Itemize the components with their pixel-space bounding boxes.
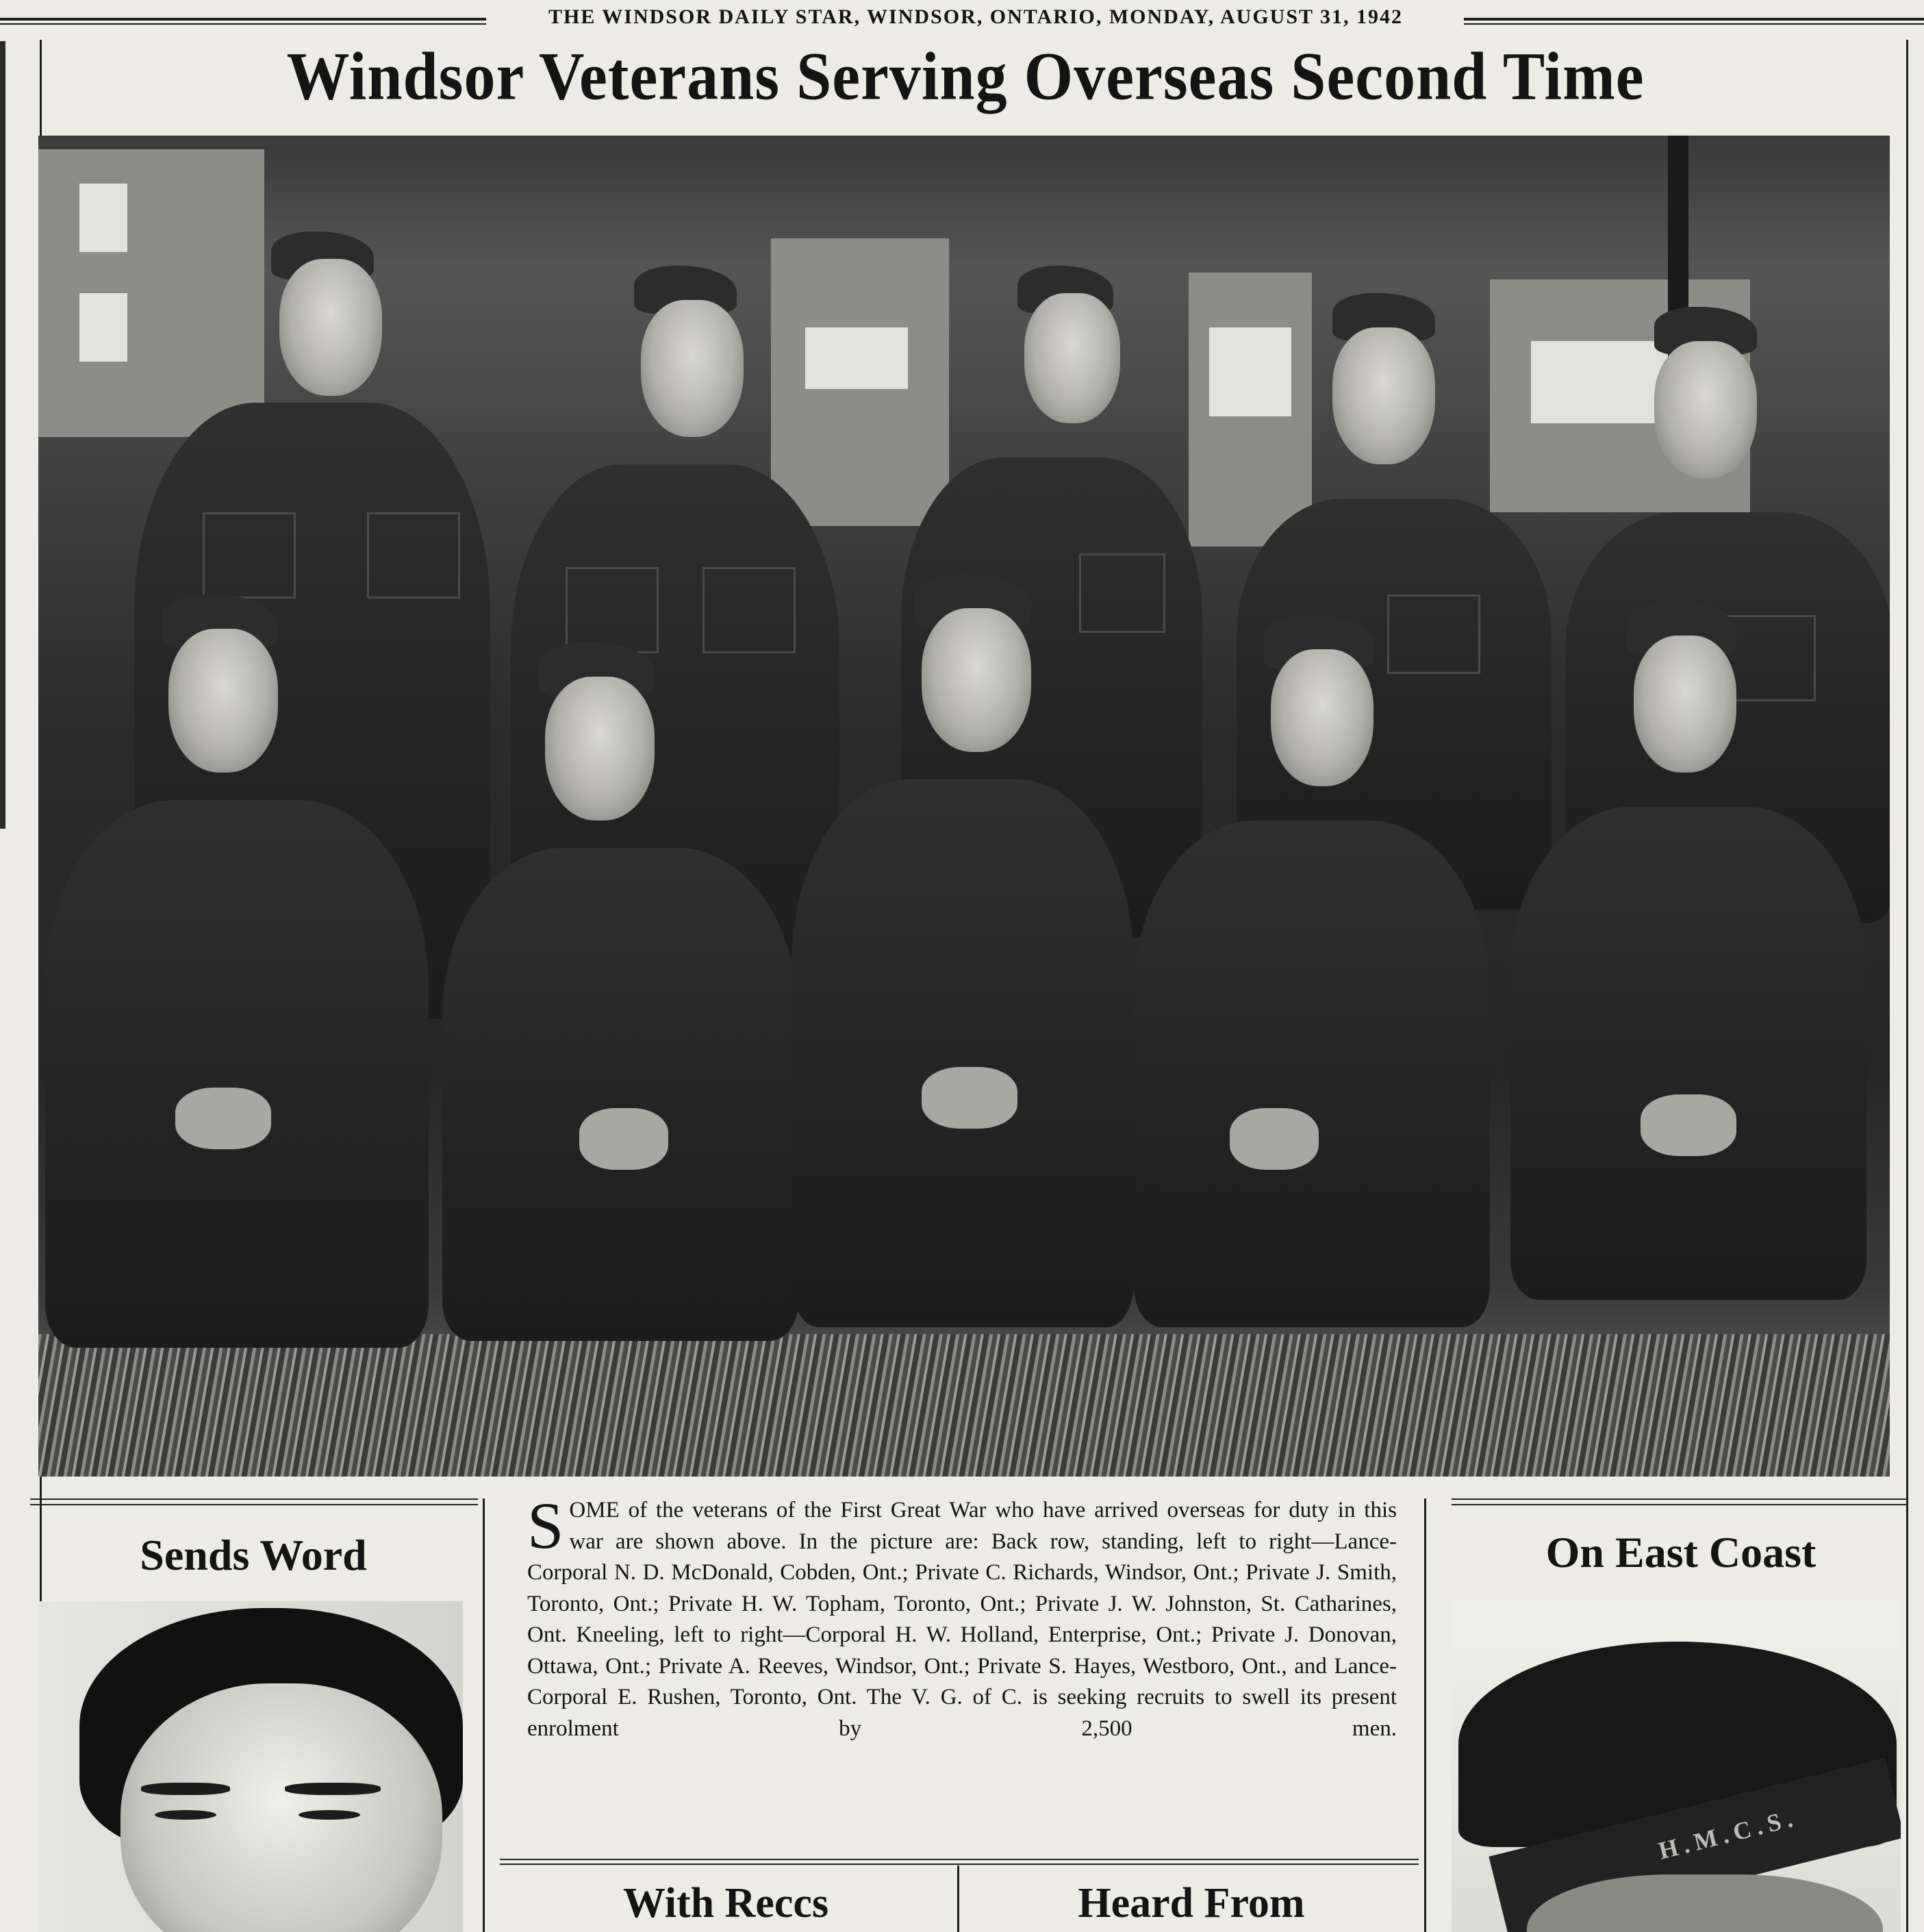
main-headline: Windsor Veterans Serving Overseas Second Time [286,38,1645,114]
masthead-dateline: THE WINDSOR DAILY STAR, WINDSOR, ONTARIO, MONDAY, AUGUST 31, 1942 [548,5,1403,28]
on-east-coast-headline: On East Coast [1545,1528,1817,1577]
masthead-rule [0,18,486,21]
page-frame-right [1906,40,1908,1932]
column-rule [1452,1498,1906,1500]
group-photo [38,136,1890,1477]
portrait-photo-right [1452,1601,1901,1932]
sends-word-headline: Sends Word [140,1531,367,1579]
masthead-rule [1464,23,1924,25]
column-divider [1424,1498,1426,1932]
soldier-front-1 [38,594,449,1382]
caption-bottom-rule [500,1859,1419,1860]
soldier-front-3 [764,574,1148,1362]
column-rule [30,1504,478,1505]
column-divider [483,1498,485,1932]
with-reccs-headline: With Reccs [622,1880,829,1927]
masthead-rule [0,23,486,25]
cap-band-text: H.M.C.S. [1656,1803,1801,1865]
caption-text: OME of the veterans of the First Great War who have arrived overseas for duty in this war are shown above. In the picture are: Back row, standing, left to right—Lance-Corporal N. D. McDonald, Cobden, Ont.; Private C. Richards, Windsor, Ont.; Private J. Smith, Toronto, Ont.; Private H. W. Topham, Toronto, Ont.; Private J. W. Johnston, St. Catharines, Ont. Kneeling, left to right—Corporal H. W. Holland, Enterprise, Ont.; Private J. Donovan, Ottawa, Ont.; Private A. Reeves, Windsor, Ont.; Private S. Hayes, Westboro, Ont., and Lance-Corporal E. Rushen, Toronto, Ont. The V. G. of C. is seeking recruits to swell its present enrolment by 2,500 men. [527,1498,1397,1741]
portrait-photo-left [38,1601,463,1932]
heard-from-headline: Heard From [1078,1880,1305,1927]
adjacent-column-edge [0,41,5,829]
column-rule [30,1498,478,1500]
column-rule [1452,1504,1906,1505]
masthead-rule [1464,18,1924,21]
soldier-front-4 [1113,615,1497,1368]
photo-caption [527,1489,1397,1744]
soldier-front-2 [429,642,812,1396]
soldier-front-5 [1490,601,1887,1355]
caption-bottom-rule [500,1864,1419,1865]
column-divider [957,1866,959,1932]
caption-dropcap: S [527,1489,564,1562]
